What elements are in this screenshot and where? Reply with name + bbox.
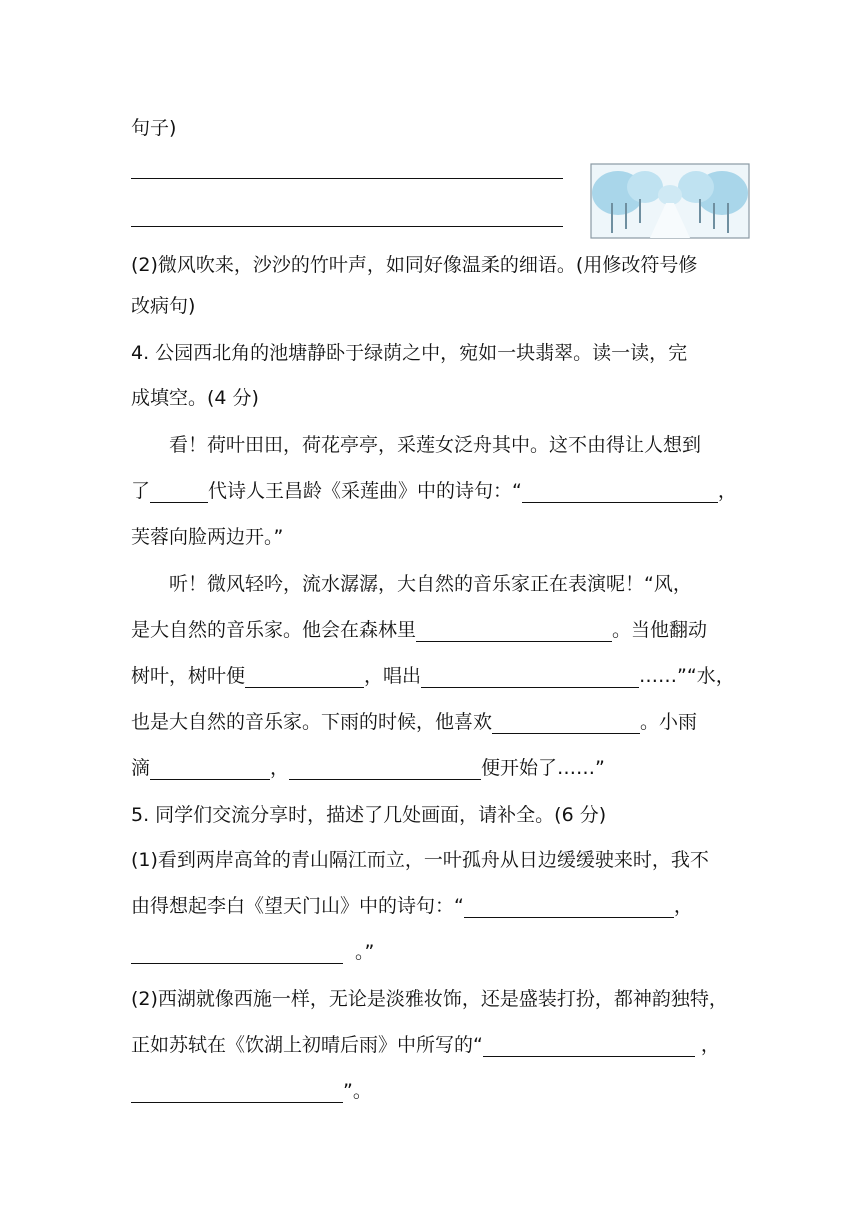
answer-line-1[interactable] [131, 178, 563, 179]
q5-p2-line1: (2)西湖就像西施一样，无论是淡雅妆饰，还是盛装打扮，都神韵独特， [131, 988, 728, 1010]
raindrop-blank-2[interactable] [289, 759, 481, 780]
q4-heading-line2: 成填空。(4 分) [131, 387, 259, 409]
rain-likes-blank[interactable] [492, 713, 640, 734]
song-blank[interactable] [421, 667, 639, 688]
q5-p2-line3 [131, 1079, 731, 1103]
tianmen-blank-1[interactable] [464, 897, 674, 918]
q4-para2-text-f: 也是大自然的音乐家。下雨的时候，他喜欢 [131, 711, 493, 733]
q3-p2-line2: 改病句) [131, 295, 196, 317]
q4-para1-text-b: 代诗人王昌龄《采莲曲》中的诗句：“ [208, 480, 522, 502]
q4-para1-line3: 芙蓉向脸两边开。” [131, 526, 284, 548]
q4-para2-line1: 听！微风轻吟，流水潺潺，大自然的音乐家正在表演呢！“风， [169, 573, 692, 595]
q4-para2-line3 [131, 664, 735, 688]
q4-para1-text-c: ， [717, 480, 737, 502]
wind-forest-blank[interactable] [416, 621, 612, 642]
q4-para2-text-h: 滴 [131, 757, 151, 779]
q4-para2-line5 [131, 756, 731, 780]
q5-p2-text-b: ， [700, 1034, 720, 1056]
q4-para2-text-i: ， [270, 757, 290, 779]
westlake-blank-1[interactable] [483, 1036, 695, 1057]
q5-p1-text-b: ， [673, 895, 693, 917]
snowy-tree-lined-path-icon [590, 163, 750, 239]
q4-para2-text-e: ……”“水， [639, 665, 735, 687]
q4-heading-line1: 4. 公园西北角的池塘静卧于绿荫之中，宛如一块翡翠。读一读，完 [131, 342, 688, 364]
q4-para2-text-a: 是大自然的音乐家。他会在森林里 [131, 619, 417, 641]
q4-para1-line1: 看！荷叶田田，荷花亭亭，采莲女泛舟其中。这不由得让人想到 [169, 434, 702, 456]
q4-para2-text-g: 。小雨 [640, 711, 698, 733]
q5-p1-text-c: 。” [355, 941, 375, 963]
q5-p2-line2 [131, 1033, 731, 1057]
q4-para2-text-d: ，唱出 [364, 665, 422, 687]
westlake-blank-2[interactable] [131, 1082, 343, 1103]
tianmen-blank-2[interactable] [131, 943, 343, 964]
q4-para2-text-c: 树叶，树叶便 [131, 665, 246, 687]
q4-para2-line4 [131, 710, 731, 734]
q5-p2-text-a: 正如苏轼在《饮湖上初晴后雨》中所写的“ [131, 1034, 483, 1056]
q5-p1-line3 [131, 940, 731, 964]
leaves-blank[interactable] [245, 667, 364, 688]
q4-para1-line2 [131, 479, 737, 503]
dynasty-blank[interactable] [150, 482, 208, 503]
q5-p1-line1: (1)看到两岸高耸的青山隔江而立，一叶孤舟从日边缓缓驶来时，我不 [131, 849, 709, 871]
q5-p1-text-a: 由得想起李白《望天门山》中的诗句：“ [131, 895, 464, 917]
answer-line-2[interactable] [131, 226, 563, 227]
q5-p2-text-c: ”。 [343, 1080, 372, 1102]
raindrop-blank-1[interactable] [150, 759, 270, 780]
q3-p2-line1: (2)微风吹来，沙沙的竹叶声，如同好像温柔的细语。(用修改符号修 [131, 254, 698, 276]
q4-para1-text-a: 了 [131, 480, 151, 502]
q5-heading: 5. 同学们交流分享时，描述了几处画面，请补全。(6 分) [131, 804, 607, 826]
q5-p1-line2 [131, 894, 731, 918]
q4-para2-text-j: 便开始了……” [481, 757, 605, 779]
q4-para2-text-b: 。当他翻动 [612, 619, 708, 641]
q3-tail: 句子) [131, 117, 177, 139]
poem-line-blank[interactable] [522, 482, 718, 503]
q4-para2-line2 [131, 618, 731, 642]
